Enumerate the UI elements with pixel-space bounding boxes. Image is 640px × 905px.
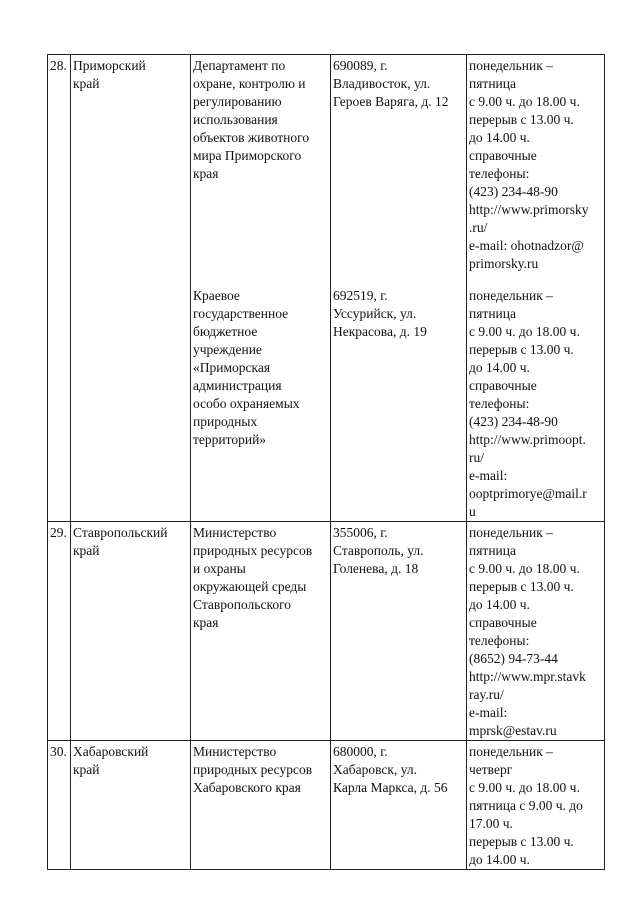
website-link: http://www.mpr.stavk [469, 669, 586, 684]
region-line: Приморский [73, 58, 146, 73]
region-line: край [73, 762, 100, 777]
organization-line: природных ресурсов [193, 762, 313, 777]
hours-line: с 9.00 ч. до 18.00 ч. [469, 94, 580, 109]
hours-line: e-mail: [469, 705, 508, 720]
hours-line: пятница [469, 543, 516, 558]
email-address: mprsk@estav.ru [469, 723, 557, 738]
organization-line: бюджетное [193, 324, 258, 339]
region-line: край [73, 76, 100, 91]
hours-contacts-cell [467, 522, 605, 741]
website-link: ray.ru/ [469, 687, 504, 702]
hours-line: с 9.00 ч. до 18.00 ч. [469, 780, 580, 795]
hours-line: пятница [469, 76, 516, 91]
hours-line: перерыв с 13.00 ч. [469, 834, 574, 849]
address-line: 680000, г. [333, 744, 388, 759]
hours-contacts-cell [467, 285, 605, 522]
table-row [48, 741, 605, 870]
organization-line: Министерство [193, 744, 277, 759]
hours-line: понедельник – [469, 744, 553, 759]
organization-line: учреждение [193, 342, 262, 357]
region-line: Хабаровский [73, 744, 149, 759]
region-cell [71, 285, 191, 522]
hours-line: до 14.00 ч. [469, 130, 530, 145]
phone-number: (423) 234-48-90 [469, 184, 558, 199]
hours-line: телефоны: [469, 633, 530, 648]
hours-line: 17.00 ч. [469, 816, 513, 831]
row-number-cell [48, 522, 71, 741]
organization-line: регулированию [193, 94, 282, 109]
address-line: Хабаровск, ул. [333, 762, 417, 777]
hours-line: перерыв с 13.00 ч. [469, 112, 574, 127]
row-number: 29. [50, 525, 67, 540]
organization-line: Департамент по [193, 58, 286, 73]
organization-line: Краевое [193, 288, 240, 303]
organization-line: Хабаровского края [193, 780, 301, 795]
row-number-cell [48, 285, 71, 522]
address-cell [331, 741, 467, 870]
hours-line: справочные [469, 148, 537, 163]
organization-line: и охраны [193, 561, 246, 576]
hours-line: пятница [469, 306, 516, 321]
hours-line: понедельник – [469, 58, 553, 73]
hours-line: с 9.00 ч. до 18.00 ч. [469, 561, 580, 576]
table-row [48, 522, 605, 741]
organization-line: территорий» [193, 432, 267, 447]
address-line: Героев Варяга, д. 12 [333, 94, 449, 109]
hours-line: перерыв с 13.00 ч. [469, 579, 574, 594]
agencies-table [47, 54, 605, 870]
organization-cell [191, 285, 331, 522]
organization-line: охране, контролю и [193, 76, 306, 91]
address-line: 692519, г. [333, 288, 388, 303]
address-line: Некрасова, д. 19 [333, 324, 427, 339]
address-line: Голенева, д. 18 [333, 561, 419, 576]
row-number-cell [48, 741, 71, 870]
organization-line: природных [193, 414, 258, 429]
organization-line: администрация [193, 378, 282, 393]
organization-line: мира Приморского [193, 148, 302, 163]
hours-line: телефоны: [469, 396, 530, 411]
organization-line: «Приморская [193, 360, 271, 375]
address-line: 355006, г. [333, 525, 388, 540]
organization-line: особо охраняемых [193, 396, 300, 411]
region-cell [71, 522, 191, 741]
address-line: Карла Маркса, д. 56 [333, 780, 448, 795]
organization-line: природных ресурсов [193, 543, 313, 558]
address-line: Ставрополь, ул. [333, 543, 424, 558]
website-link: http://www.primoopt. [469, 432, 586, 447]
hours-line: справочные [469, 615, 537, 630]
table-body [48, 55, 605, 870]
organization-line: государственное [193, 306, 289, 321]
organization-line: Министерство [193, 525, 277, 540]
hours-contacts-cell [467, 55, 605, 286]
hours-line: до 14.00 ч. [469, 852, 530, 867]
website-link: ru/ [469, 450, 484, 465]
email-address: u [469, 504, 476, 519]
organization-line: края [193, 166, 219, 181]
hours-line: телефоны: [469, 166, 530, 181]
email-address: e-mail: ohotnadzor@ [469, 238, 584, 253]
row-number-cell [48, 55, 71, 286]
hours-contacts-cell [467, 741, 605, 870]
hours-line: понедельник – [469, 525, 553, 540]
organization-line: окружающей среды [193, 579, 307, 594]
table-row [48, 55, 605, 286]
hours-line: понедельник – [469, 288, 553, 303]
hours-line: e-mail: [469, 468, 508, 483]
hours-line: перерыв с 13.00 ч. [469, 342, 574, 357]
organization-cell [191, 522, 331, 741]
region-cell [71, 741, 191, 870]
address-cell [331, 285, 467, 522]
address-cell [331, 55, 467, 286]
email-address: ooptprimorye@mail.r [469, 486, 587, 501]
phone-number: (423) 234-48-90 [469, 414, 558, 429]
organization-cell [191, 55, 331, 286]
row-number: 28. [50, 58, 67, 73]
row-number: 30. [50, 744, 67, 759]
region-line: Ставропольский [73, 525, 168, 540]
phone-number: (8652) 94-73-44 [469, 651, 558, 666]
hours-line: с 9.00 ч. до 18.00 ч. [469, 324, 580, 339]
address-cell [331, 522, 467, 741]
website-link: http://www.primorsky [469, 202, 589, 217]
organization-line: Ставропольского [193, 597, 292, 612]
organization-line: использования [193, 112, 278, 127]
organization-cell [191, 741, 331, 870]
hours-line: до 14.00 ч. [469, 597, 530, 612]
organization-line: объектов животного [193, 130, 310, 145]
email-address: primorsky.ru [469, 256, 539, 271]
hours-line: четверг [469, 762, 513, 777]
website-link: .ru/ [469, 220, 488, 235]
table-row [48, 285, 605, 522]
region-cell [71, 55, 191, 286]
hours-line: до 14.00 ч. [469, 360, 530, 375]
address-line: 690089, г. [333, 58, 388, 73]
address-line: Владивосток, ул. [333, 76, 431, 91]
address-line: Уссурийск, ул. [333, 306, 417, 321]
region-line: край [73, 543, 100, 558]
organization-line: края [193, 615, 219, 630]
hours-line: справочные [469, 378, 537, 393]
hours-line: пятница с 9.00 ч. до [469, 798, 583, 813]
